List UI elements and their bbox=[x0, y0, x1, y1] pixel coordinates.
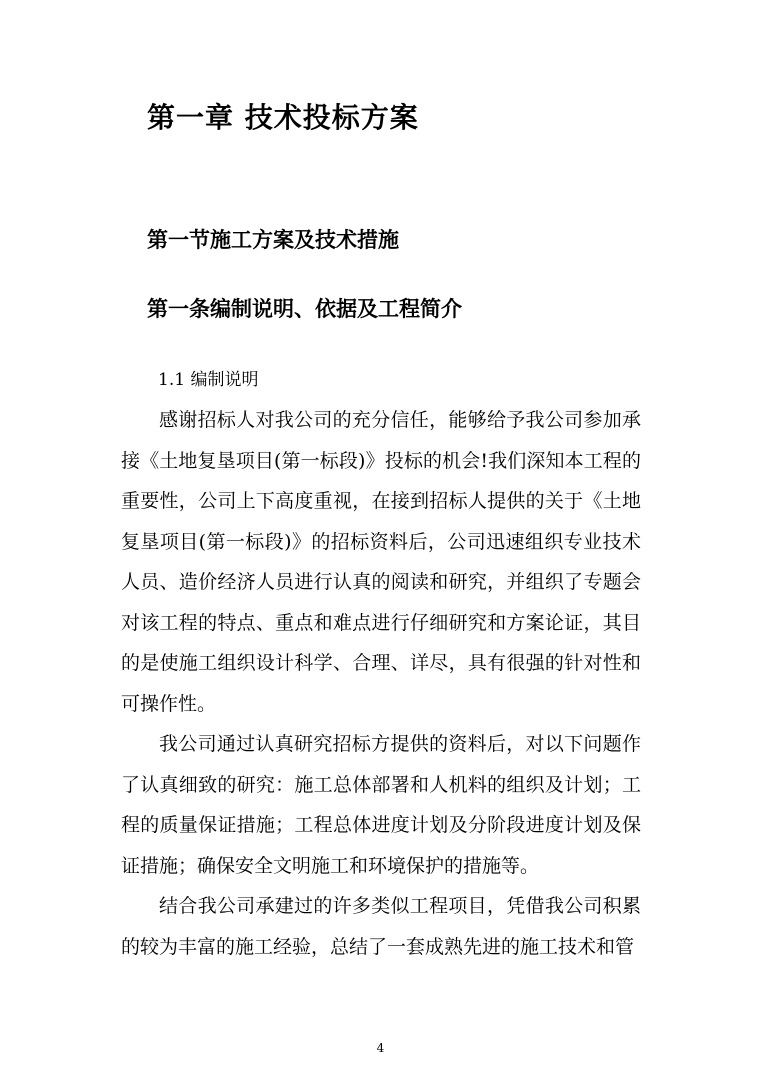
page-number: 4 bbox=[376, 1041, 385, 1055]
article-title: 第一条编制说明、依据及工程简介 bbox=[147, 296, 462, 321]
paragraph-1: 感谢招标人对我公司的充分信任，能够给予我公司参加承接《土地复垦项目(第一标段)》投标的机会!我们深知本工程的重要性，公司上下高度重视，在接到招标人提供的关于《土地复垦项目(第一标段)》的招标资料后，公司迅速组织专业技术人员、造价经济人员进行认真的阅读和研究，并组织了专题会对该工程的特点、重点和难点进行仔细研究和方案论证，其目的是使施工组织设计科学、合理、详尽，具有很强的针对性和可操作性。 bbox=[121, 409, 641, 715]
paragraph-2: 我公司通过认真研究招标方提供的资料后，对以下问题作了认真细致的研究：施工总体部署和人机料的组织及计划；工程的质量保证措施；工程总体进度计划及分阶段进度计划及保证措施；确保安全文明施工和环境保护的措施等。 bbox=[121, 733, 641, 877]
subsection-heading: 1.1 编制说明 bbox=[158, 370, 259, 390]
chapter-title: 第一章 技术投标方案 bbox=[147, 101, 419, 134]
paragraph-3: 结合我公司承建过的许多类似工程项目，凭借我公司积累的较为丰富的施工经验，总结了一套成熟先进的施工技术和管 bbox=[121, 895, 641, 958]
section-title: 第一节施工方案及技术措施 bbox=[147, 227, 399, 252]
body-text bbox=[121, 400, 641, 967]
